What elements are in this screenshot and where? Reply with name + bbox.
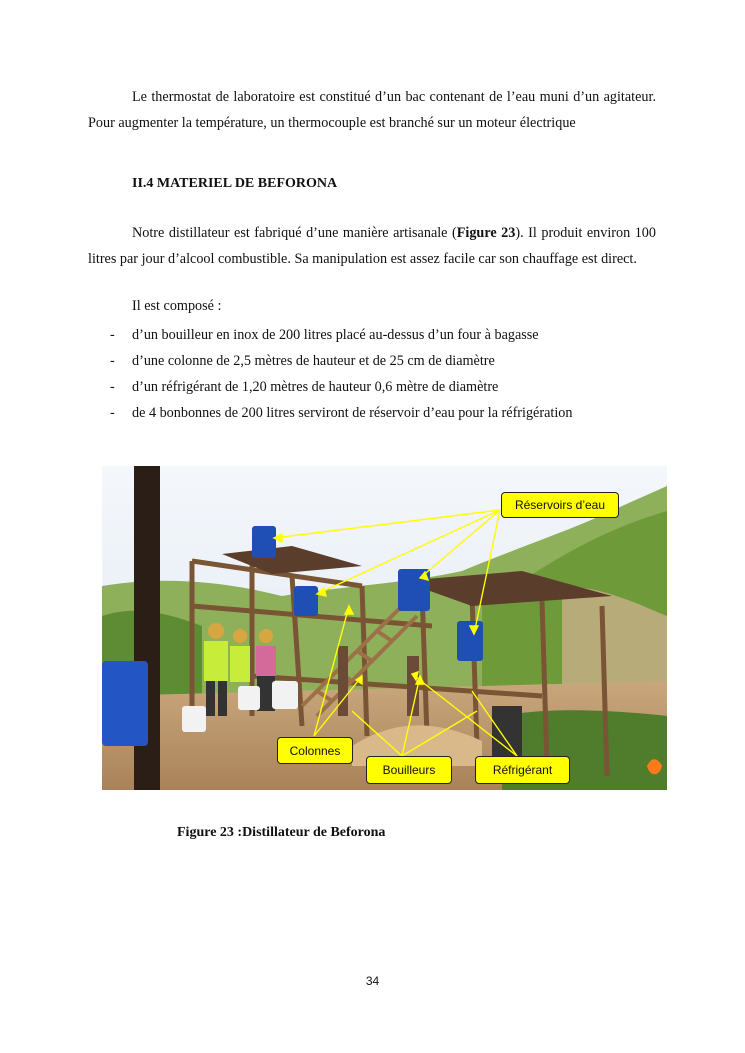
list-item	[88, 322, 668, 348]
jerrycan	[182, 706, 206, 732]
list-item	[88, 348, 668, 374]
list-item-text: d’un réfrigérant de 1,20 mètres de hauteur 0,6 mètre de diamètre	[132, 379, 499, 395]
jerrycan	[238, 686, 260, 710]
distillateur-paragraph	[88, 221, 656, 272]
list-dash: -	[110, 353, 115, 369]
list-item-text: d’une colonne de 2,5 mètres de hauteur et de 25 cm de diamètre	[132, 353, 495, 369]
component-list	[88, 322, 668, 426]
barrel	[252, 526, 276, 558]
callout-colonnes: Colonnes	[277, 737, 353, 764]
section-heading: II.4 MATERIEL DE BEFORONA	[132, 176, 338, 191]
barrel	[102, 661, 148, 746]
jerrycan	[272, 681, 298, 709]
distillateur-text-end: ). Il produit environ 100 litres par jour d’alcool combustible. Sa manipulation est assez facile car son chauffage est direct.	[88, 225, 656, 267]
column	[338, 646, 348, 716]
list-dash: -	[110, 379, 115, 395]
list-dash: -	[110, 327, 115, 343]
callout-refrigerant: Réfrigérant	[475, 756, 570, 784]
callout-bouilleurs: Bouilleurs	[366, 756, 452, 784]
barrel	[294, 586, 318, 616]
list-item	[88, 400, 668, 426]
distillateur-text-start: Notre distillateur est fabriqué d’une manière artisanale (	[132, 225, 457, 241]
callout-reservoirs: Réservoirs d’eau	[501, 492, 619, 518]
figure-reference: Figure 23	[456, 225, 516, 241]
figure-caption: Figure 23 :Distillateur de Beforona	[177, 825, 386, 840]
list-dash: -	[110, 405, 115, 421]
page-number: 34	[365, 974, 380, 988]
thermostat-paragraph: Le thermostat de laboratoire est constitué d’un bac contenant de l’eau muni d’un agitateur. Pour augmenter la température, un thermocouple est branché sur un moteur électrique	[88, 89, 656, 131]
list-item-text: d’un bouilleur en inox de 200 litres placé au-dessus d’un four à bagasse	[132, 327, 539, 343]
list-item-text: de 4 bonbonnes de 200 litres serviront de réservoir d’eau pour la réfrigération	[132, 405, 573, 421]
composition-intro: Il est composé :	[132, 298, 222, 314]
distillateur-photo	[102, 466, 667, 790]
list-item	[88, 374, 668, 400]
